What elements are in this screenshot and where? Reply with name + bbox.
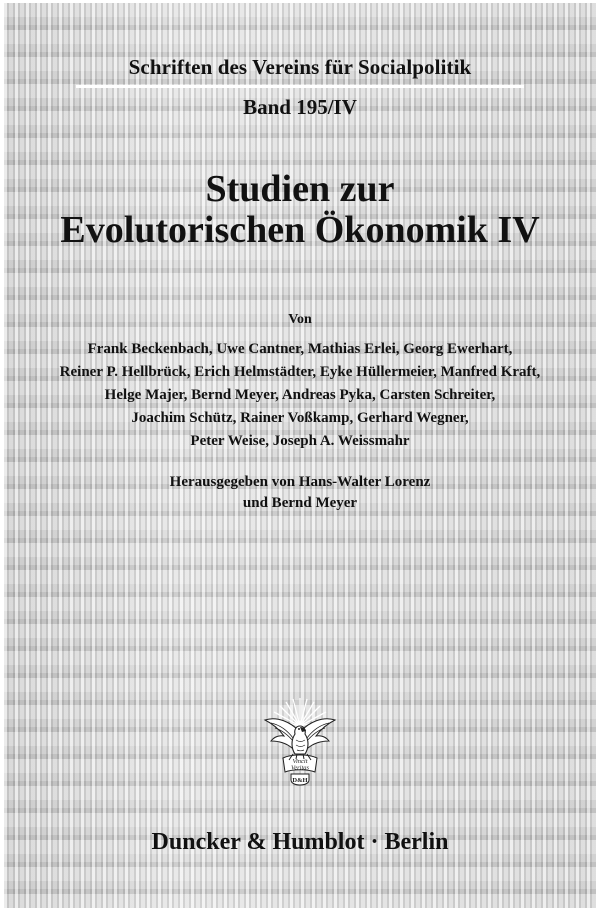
logo-motto-line: Vincit <box>292 758 308 765</box>
eagle-emblem-icon <box>255 696 345 786</box>
publisher-imprint: Duncker & Humblot · Berlin <box>151 829 449 855</box>
author-line: Helge Majer, Bernd Meyer, Andreas Pyka, Carsten Schreiter, <box>104 387 496 403</box>
header-divider <box>76 85 524 88</box>
logo-initials: D&H <box>292 777 308 784</box>
author-line: Joachim Schütz, Rainer Voßkamp, Gerhard Wegner, <box>131 410 469 426</box>
by-label: Von <box>288 312 312 327</box>
book-title <box>4 169 596 251</box>
book-title-line: Evolutorischen Ökonomik IV <box>60 209 540 251</box>
book-title-line: Studien zur <box>205 168 395 210</box>
logo-motto-line: Veritas <box>290 764 310 772</box>
book-cover <box>4 3 596 908</box>
author-line: Reiner P. Hellbrück, Erich Helmstädter, Eyke Hüllermeier, Manfred Kraft, <box>59 364 541 380</box>
author-line: Peter Weise, Joseph A. Weissmahr <box>190 433 410 449</box>
editor-credit <box>4 472 596 514</box>
author-line: Frank Beckenbach, Uwe Cantner, Mathias Erlei, Georg Ewerhart, <box>87 341 513 357</box>
volume-number: Band 195/IV <box>243 95 357 119</box>
editor-line: und Bernd Meyer <box>242 495 358 511</box>
author-list <box>4 338 596 453</box>
series-title: Schriften des Vereins für Socialpolitik <box>128 55 472 79</box>
editor-line: Herausgegeben von Hans-Walter Lorenz <box>169 474 431 490</box>
